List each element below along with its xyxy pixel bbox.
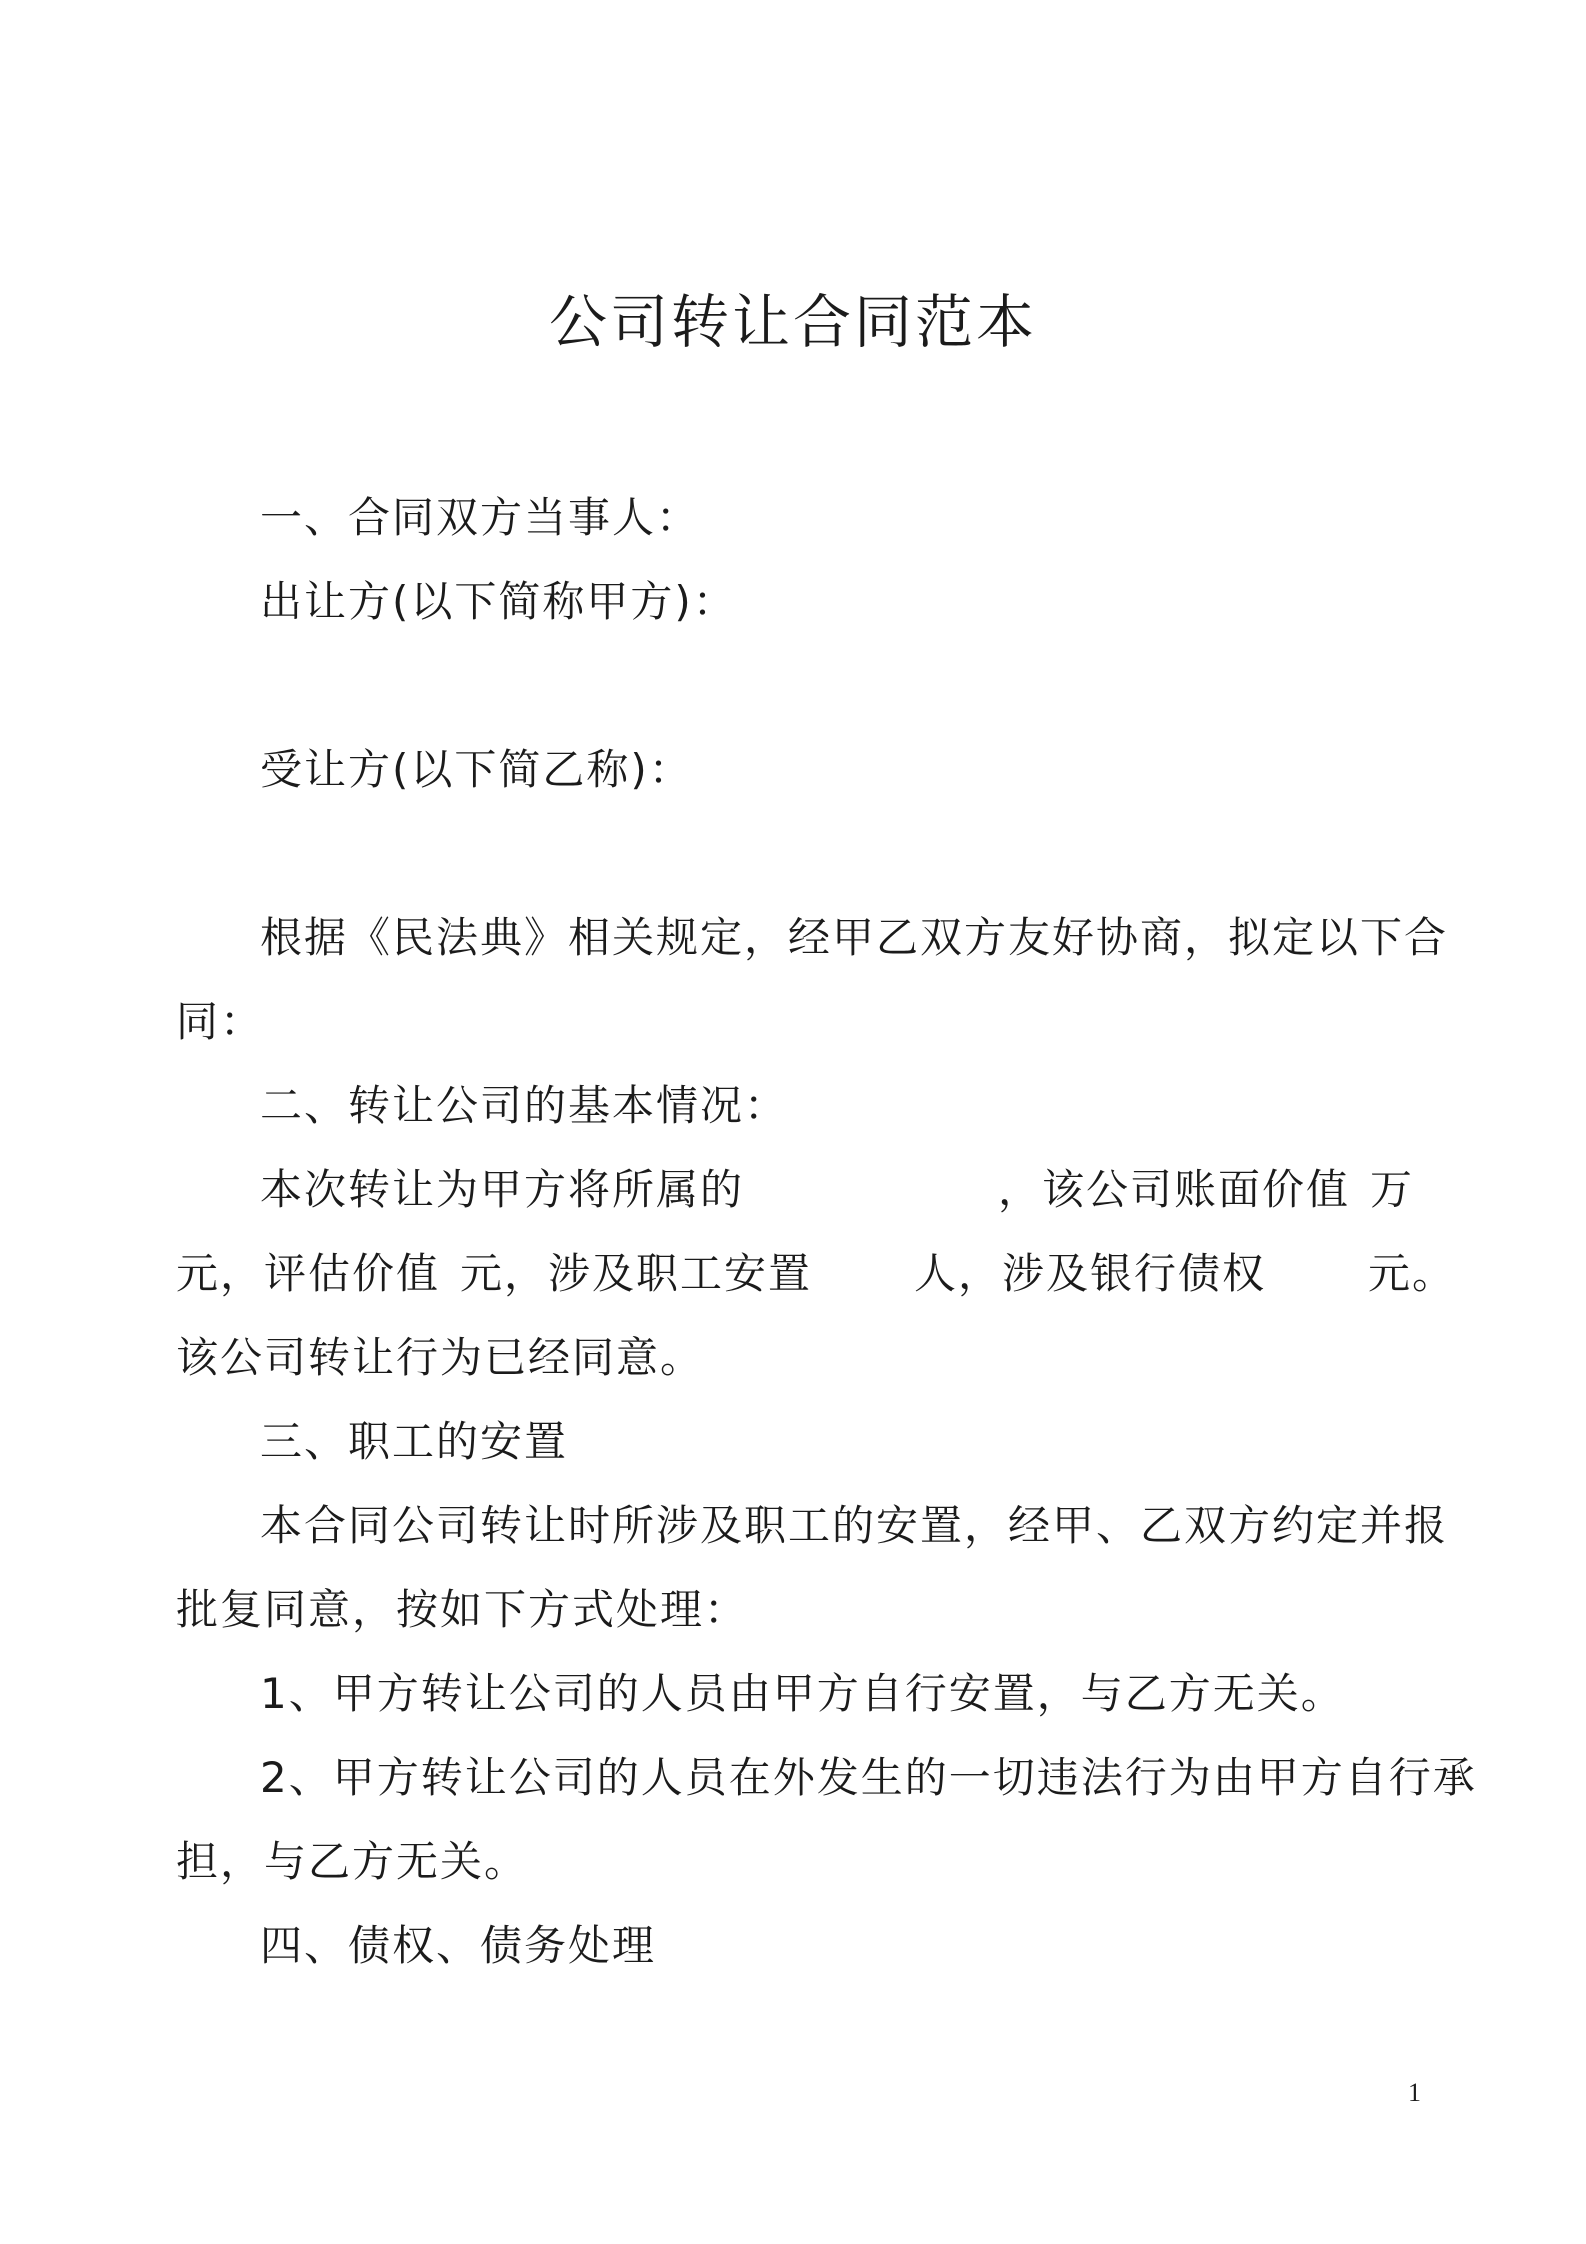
transferee-label: 受让方(以下简乙称)： [260, 745, 693, 794]
transferor-label: 出让方(以下简称甲方)： [260, 577, 737, 626]
company-info-line-3: 该公司转让行为已经同意。 [176, 1333, 705, 1382]
company-info-text-c: 万 [1370, 1165, 1415, 1214]
company-info-text-d: 元，评估价值 [176, 1249, 441, 1298]
company-info-text-a: 本次转让为甲方将所属的 [260, 1165, 745, 1214]
company-info-text-e: 元，涉及职工安置 [460, 1249, 813, 1298]
intro-paragraph-line-2: 同： [176, 997, 265, 1046]
company-info-line-1 [260, 1162, 1414, 1218]
section-1-heading: 一、合同双方当事人： [260, 493, 701, 542]
page-number: 1 [1408, 2078, 1421, 2107]
intro-paragraph-line-1: 根据《民法典》相关规定，经甲乙双方友好协商，拟定以下合 [260, 913, 1449, 962]
staff-paragraph-line-1: 本合同公司转让时所涉及职工的安置，经甲、乙双方约定并报 [260, 1501, 1449, 1550]
staff-paragraph-line-2: 批复同意，按如下方式处理： [176, 1585, 749, 1634]
company-info-text-g: 元。 [1368, 1249, 1457, 1298]
staff-item-2-line-1: 2、甲方转让公司的人员在外发生的一切违法行为由甲方自行承 [260, 1753, 1477, 1802]
section-2-heading: 二、转让公司的基本情况： [260, 1081, 789, 1130]
company-info-text-b: ，该公司账面价值 [998, 1165, 1351, 1214]
staff-item-2-line-2: 担，与乙方无关。 [176, 1837, 529, 1886]
section-4-heading: 四、债权、债务处理 [260, 1921, 657, 1970]
staff-item-1: 1、甲方转让公司的人员由甲方自行安置，与乙方无关。 [260, 1669, 1345, 1718]
company-info-line-2 [176, 1246, 1456, 1302]
company-info-text-f: 人，涉及银行债权 [914, 1249, 1267, 1298]
section-3-heading: 三、职工的安置 [260, 1417, 569, 1466]
page-title: 公司转让合同范本 [548, 288, 1037, 356]
